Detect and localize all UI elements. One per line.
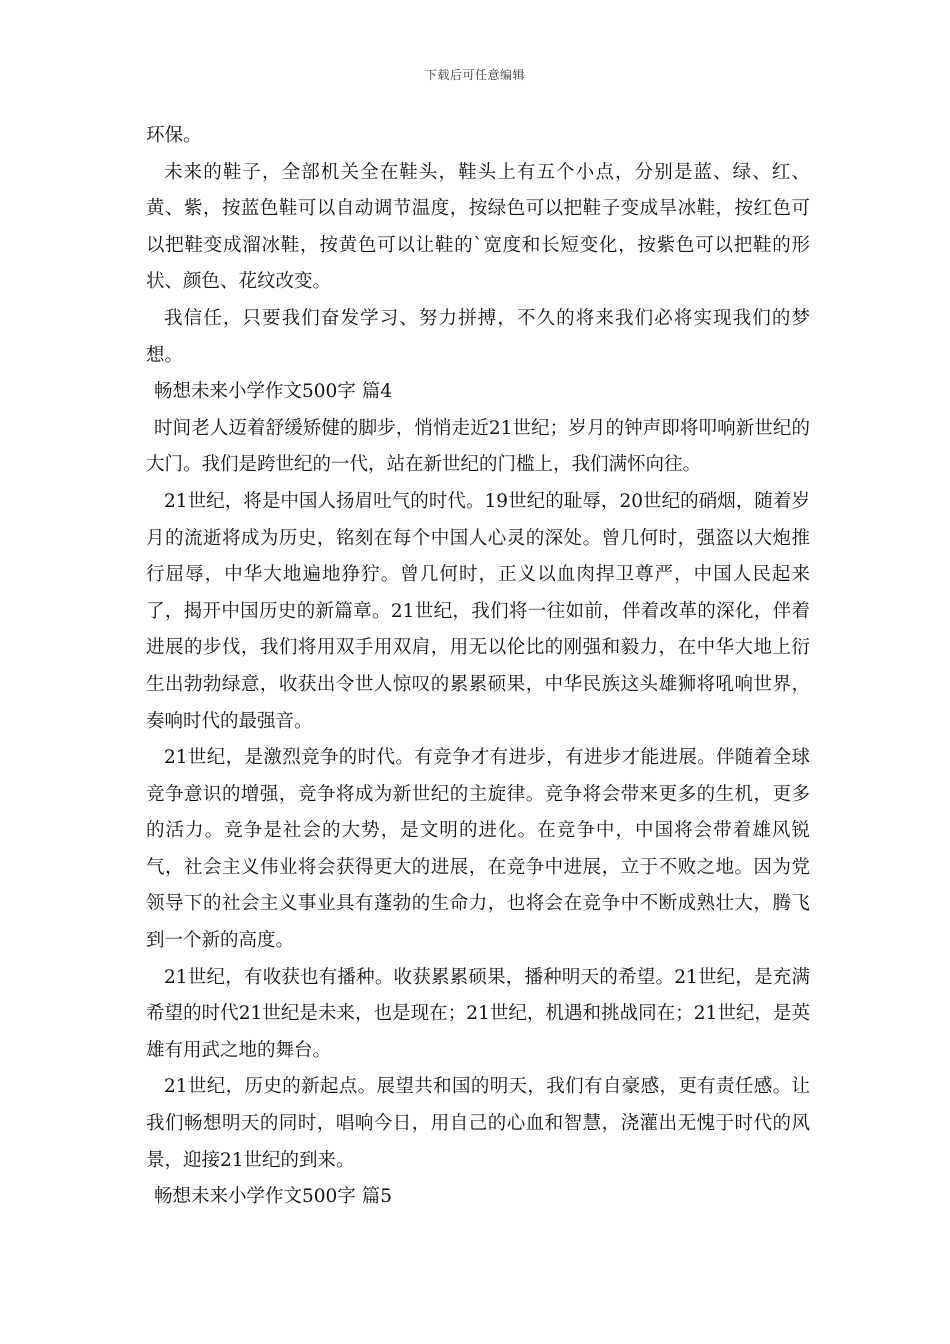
paragraph: 未来的鞋子，全部机关全在鞋头，鞋头上有五个小点，分别是蓝、绿、红、黄、紫，按蓝色鞋可以自动调节温度，按绿色可以把鞋子变成旱冰鞋，按红色可以把鞋变成溜冰鞋，按黄色可以让鞋的`宽度和长短变化，按紫色可以把鞋的形状、颜色、花纹改变。	[146, 161, 810, 293]
section-heading-4: 畅想未来小学作文500字 篇4	[154, 381, 392, 403]
paragraph: 我信任，只要我们奋发学习、努力拼搏，不久的将来我们必将实现我们的梦想。	[146, 307, 810, 366]
header-note: 下载后可任意编辑	[424, 68, 525, 82]
paragraph: 21世纪，历史的新起点。展望共和国的明天，我们有自豪感，更有责任感。让我们畅想明天的同时，唱响今日，用自己的心血和智慧，浇灌出无愧于时代的风景，迎接21世纪的到来。	[146, 1076, 810, 1171]
paragraph: 环保。	[146, 125, 202, 146]
paragraph: 21世纪，有收获也有播种。收获累累硕果，播种明天的希望。21世纪，是充满希望的时代21世纪是未来，也是现在；21世纪，机遇和挑战同在；21世纪，是英雄有用武之地的舞台。	[146, 966, 810, 1061]
section-heading-5: 畅想未来小学作文500字 篇5	[154, 1186, 392, 1208]
paragraph: 时间老人迈着舒缓矫健的脚步，悄悄走近21世纪；岁月的钟声即将叩响新世纪的大门。我们是跨世纪的一代，站在新世纪的门槛上，我们满怀向往。	[146, 417, 810, 476]
paragraph: 21世纪，是激烈竞争的时代。有竞争才有进步，有进步才能进展。伴随着全球竞争意识的增强，竞争将成为新世纪的主旋律。竞争将会带来更多的生机，更多的活力。竞争是社会的大势，是文明的进化。在竞争中，中国将会带着雄风锐气，社会主义伟业将会获得更大的进展，在竞争中进展，立于不败之地。因为党领导下的社会主义事业具有蓬勃的生命力，也将会在竞争中不断成熟壮大，腾飞到一个新的高度。	[146, 747, 810, 952]
document-body	[146, 118, 810, 1216]
paragraph: 21世纪，将是中国人扬眉吐气的时代。19世纪的耻辱，20世纪的硝烟，随着岁月的流逝将成为历史，铭刻在每个中国人心灵的深处。曾几何时，强盗以大炮推行屈辱，中华大地遍地狰狞。曾几何时，正义以血肉捍卫尊严，中国人民起来了，揭开中国历史的新篇章。21世纪，我们将一往如前，伴着改革的深化，伴着进展的步伐，我们将用双手用双肩，用无以伦比的刚强和毅力，在中华大地上衍生出勃勃绿意，收获出令世人惊叹的累累硕果，中华民族这头雄狮将吼响世界，奏响时代的最强音。	[146, 490, 810, 732]
